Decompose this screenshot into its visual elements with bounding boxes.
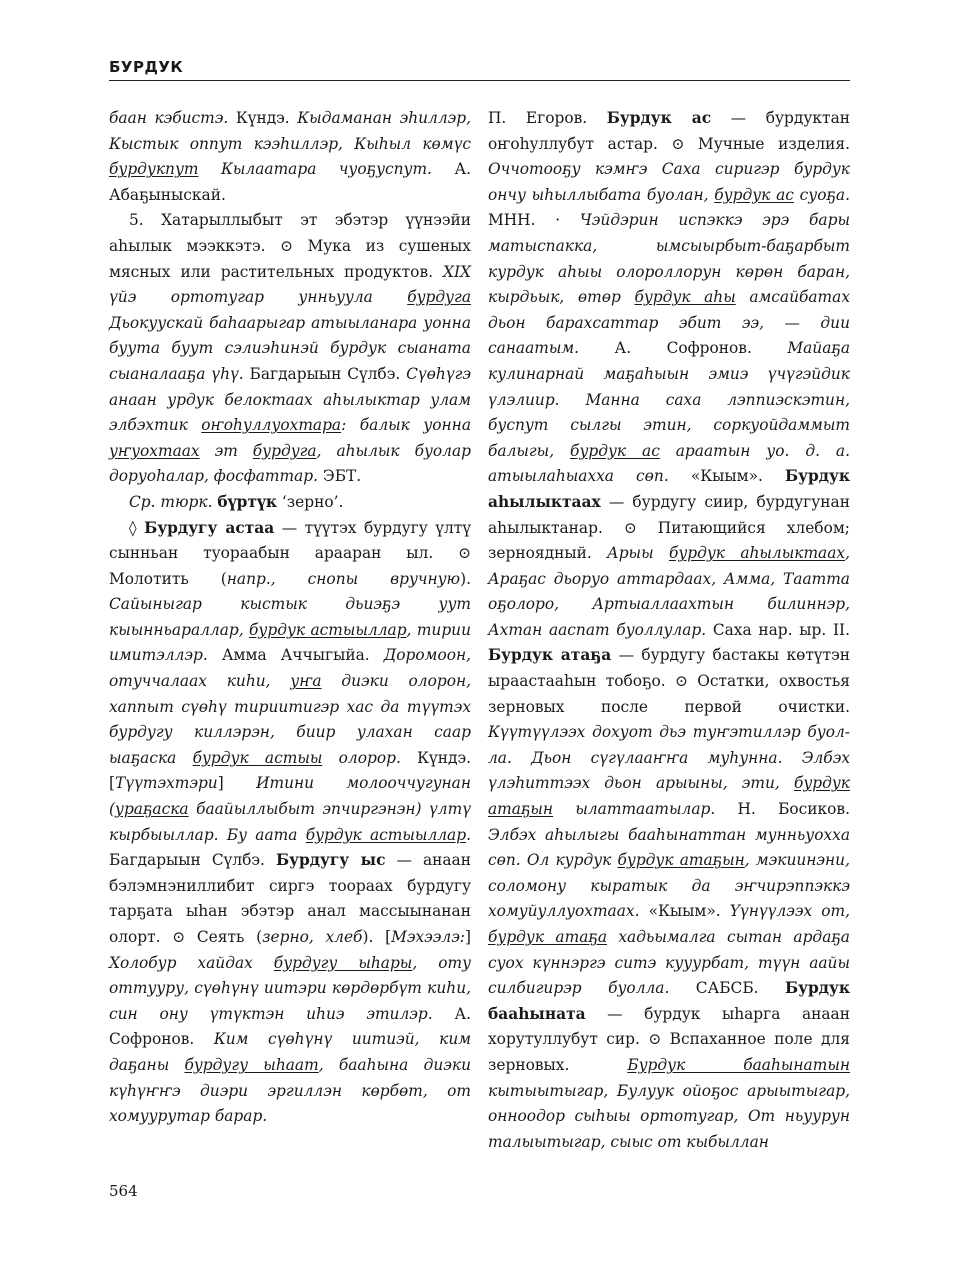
paragraph-continuation: [109, 106, 471, 208]
example-fragment: араатын уо. д. а. атыылаһыахха сөп.: [488, 441, 850, 486]
example-fragment: Доромоон, отуччалаах киһи,: [109, 646, 471, 691]
phrase-headword: Бурдук бааһыната: [488, 979, 850, 1023]
source-ref: «Кыым».: [668, 467, 786, 486]
source-ref: Саха нар. ыр. II.: [706, 620, 850, 639]
phrase-headword: Бурдугу астаа: [144, 518, 275, 537]
example-fragment: Үүнүүлээх от,: [729, 902, 850, 921]
example-fragment: Дьокуускай баһаарыгар атыыланара уонна буута буут сэлиэһинэй бурдук сыаната сыаналааҕа үһү.: [109, 313, 471, 383]
headword-usage: бурдук атаҕа: [488, 928, 607, 946]
source-ref: Багдарыын Сүлбэ.: [243, 364, 407, 383]
source-ref: А. Абаҕыныскай.: [109, 160, 471, 204]
page-header: [109, 56, 850, 81]
headword-usage: бурдук астыыллар: [305, 825, 467, 844]
underlined-word: уҥа: [290, 672, 322, 691]
phrase-headword: Бурдугу ыс: [275, 851, 386, 870]
diamond-icon: ◊: [129, 518, 145, 537]
definition: — бурдугу сиир, бурдугунан аһылыктанар. ⊙ Питающийся хлебом; зерноядный.: [488, 492, 850, 563]
headword-usage: бурдук астыыллар: [249, 620, 407, 639]
headword-usage: бурдук атаҕын: [488, 774, 850, 819]
sense-5: [109, 208, 471, 490]
usage-note: зерно, хлеб: [262, 928, 363, 946]
example-fragment: Кылаатара чуоҕуспут.: [198, 160, 432, 179]
speaker: Мэхээлэ:: [391, 928, 465, 946]
headword-usage: бурдуга: [252, 441, 317, 460]
headword-usage: бурдугу ыһаат: [184, 1055, 319, 1074]
source-ref: «Кыым».: [639, 902, 730, 921]
definition: — бурдук ыһарга анаан хорутуллубут сир. ⊙ Вспаханное поле для зерновых.: [488, 1004, 850, 1074]
headword-usage: бурдук аһы: [634, 288, 736, 307]
example-fragment: хадьымалга сытан ардаҕа суох күннэргэ ситэ кууурбат, түүн аайы силбигирэр буолла.: [488, 928, 850, 998]
usage-note: напр., снопы вручную: [226, 569, 461, 588]
underlined-word: ураҕаска: [115, 800, 189, 819]
example-fragment: XIX үйэ ортотугар унньуула: [109, 262, 471, 307]
headword-usage: бурдуга: [407, 288, 471, 307]
example-fragment: , аһылык буолар доруоһалар, фосфаттар.: [109, 441, 471, 486]
gloss: ‘зерно’.: [276, 492, 344, 511]
headword-usage: Бурдук бааһынатын: [627, 1055, 850, 1074]
example-fragment: эт: [199, 441, 253, 460]
example-fragment: диэки олорон, хаппыт сүөһү тириитигэр хас да түүтэх бурдугу киллэрэн, биир улахан саар ыаҕаска: [109, 672, 471, 767]
example-fragment: Сүөһүгэ анаан урдук белоктаах аһылыктар улам элбэхтик: [109, 364, 471, 435]
left-column: [109, 106, 471, 1130]
example-fragment: Чэйдэрин испэккэ эрэ бары матыспакка, ымсыырбыт-баҕарбыт курдук аһыы олороллорун көрөн баран, кырдьык, өтөр: [488, 211, 850, 307]
bracket: ]: [217, 774, 257, 793]
example-fragment: Ким сүөһүнү иитиэй, ким даҕаны: [109, 1030, 471, 1074]
bracket: ]: [465, 928, 472, 946]
example-fragment: , тирии имитэллэр.: [109, 620, 472, 665]
right-column: [488, 106, 850, 1155]
example-fragment: , бааһына диэки күһүҥҥэ диэри эргиллэн көрбөт, от хомуурутар барар.: [109, 1055, 471, 1126]
example-fragment: Холобур хайдах: [109, 953, 274, 972]
headword-usage: бурдугу ыһары: [273, 953, 413, 972]
example-fragment: олорор.: [322, 748, 401, 767]
example-fragment: амсайбатах дьон барахсаттар эбит ээ, — дии санаатым.: [488, 288, 851, 358]
source-ref: ЭБТ.: [318, 467, 362, 486]
example-fragment: Майаҕа кулинарнай маҕаһыын эмиэ үчүгэйдик үлэлиир. Манна саха лэппиэскэтин, буспут сылгы этин, соркуойдаммыт балыгы,: [488, 339, 850, 460]
definition: — анаан бэлэмнэниллибит сиргэ тоораах бурдугу тарҕата ыһан эбэтэр анал массыынанан олорт. ⊙ Сеять (: [109, 851, 471, 946]
example-fragment: , оту оттууру, сүөһүнү иитэри көрдөрбүт киһи, син ону үтүктэн иһиэ этилэр.: [109, 953, 471, 1023]
headword-usage: бурдук ас: [570, 441, 660, 460]
source-ref: Күндэ.: [228, 109, 298, 127]
phraseology-block: [109, 516, 471, 1130]
underlined-word: уҥуохтаах: [109, 441, 200, 460]
example-fragment: кытыытыгар, Булуук ойоҕос арыытыгар, онноодор сыһыы ортотугар, От ньуурун талыытыгар, сыыс от кыбыллан: [488, 1081, 850, 1151]
example-fragment: .: [466, 825, 471, 844]
definition: ).: [460, 569, 472, 588]
example-text: Түүтэхтэри: [115, 774, 218, 793]
source-ref: Күндэ. [: [109, 748, 472, 793]
example-fragment: суоҕа.: [793, 185, 850, 204]
example-fragment: Кыдаманан эһиллэр, Кыстык оппут кээһиллэр, Кыһыл көмүс: [109, 109, 471, 153]
definition: — бурдугу бастакы көтүтэн ыраастааһын тобоҕо. ⊙ Остатки, охвостья зерновых после первой очистки.: [488, 646, 851, 716]
source-ref: САБСБ.: [669, 979, 785, 998]
page-number: 564: [109, 1182, 138, 1200]
example-fragment: баайыллыбыт эпчиргэнэн) үлтү кырбыыллар. Бу аата: [109, 800, 471, 844]
etymology-label: Ср. тюрк.: [129, 492, 218, 511]
example-fragment: , Араҕас дьоруо аттардаах, Амма, Таатта оҕолоро, Артыаллаахтын билиннэр, Ахтан ааспат буоллулар.: [488, 544, 850, 639]
example-fragment: Сайыныгар кыстык дьиэҕэ уут кыынньараллар,: [109, 595, 471, 639]
example-fragment: Элбэх аһылыгы бааһынаттан мунньуохха сөп. Ол курдук: [488, 825, 850, 870]
headword-usage: бурдук астыы: [192, 748, 323, 767]
underlined-word: оҥоһуллуохтара: [201, 416, 342, 435]
source-ref: Амма Аччыгыйа.: [207, 646, 384, 665]
example-fragment: Итини молооччугунан (: [109, 774, 471, 819]
phrase-headword: Бурдук ас: [606, 109, 712, 127]
headword-usage: бурдукпут: [109, 160, 199, 179]
example-fragment: Оччотооҕу кэмҥэ Саха сиригэр бурдук ончу ыһыллыбата буолан,: [488, 160, 850, 204]
running-head: БУРДУК: [109, 58, 184, 76]
phrase-headword: Бурдук аһылыктаах: [488, 467, 851, 511]
source-ref: МНН. ·: [488, 211, 580, 230]
example-text: [109, 954, 471, 1023]
example-text: баан кэбистэ.: [109, 109, 229, 127]
definition: — түүтэх бурдугу үлтү сынньан туораабын арааран ыл. ⊙ Молотить (: [109, 518, 472, 588]
example-fragment: ылаттаатылар.: [553, 800, 716, 819]
definition: 5. Хатарыллыбыт эт эбэтэр үүнээйи аһылык мээккэтэ. ⊙ Мука из сушеных мясных или растительных продуктов.: [109, 211, 471, 281]
source-ref: А. Софронов.: [579, 339, 788, 358]
example-text: [488, 211, 850, 357]
headword-usage: бурдук аһылыктаах: [668, 544, 846, 563]
example-fragment: : балык уонна: [341, 416, 471, 435]
example-fragment: Арыы: [607, 544, 669, 563]
example-fragment: Күүтүүлээх дохуот дьэ туҥэтиллэр буол-ла. Дьон сүгүлааҥҥа муһунна. Элбэх үлэһиттээх дьон арыыны, эти,: [488, 723, 850, 793]
paragraph-continuation: [488, 106, 850, 1155]
definition: — бурдуктан оҥоһуллубут астар. ⊙ Мучные изделия.: [488, 109, 851, 153]
source-ref: Н. Босиков.: [715, 800, 850, 819]
example-text: [488, 339, 850, 485]
phrase-headword: Бурдук атаҕа: [488, 646, 612, 665]
example-fragment: , мэкиинэни, соломону кыратык да эҥчирэппэккэ хомуйуллуохтаах.: [488, 851, 850, 921]
headword-usage: бурдук ас: [714, 185, 794, 204]
etymon: бүртүк: [217, 492, 277, 511]
headword-usage: бурдук атаҕын: [617, 851, 745, 870]
source-ref: Багдарыын Сүлбэ.: [109, 851, 276, 870]
definition: ). [: [362, 928, 392, 946]
source-ref: П. Егоров.: [488, 109, 607, 127]
etymology: [109, 490, 471, 516]
example-text: [488, 160, 850, 204]
source-ref: А. Софронов.: [109, 1004, 471, 1049]
